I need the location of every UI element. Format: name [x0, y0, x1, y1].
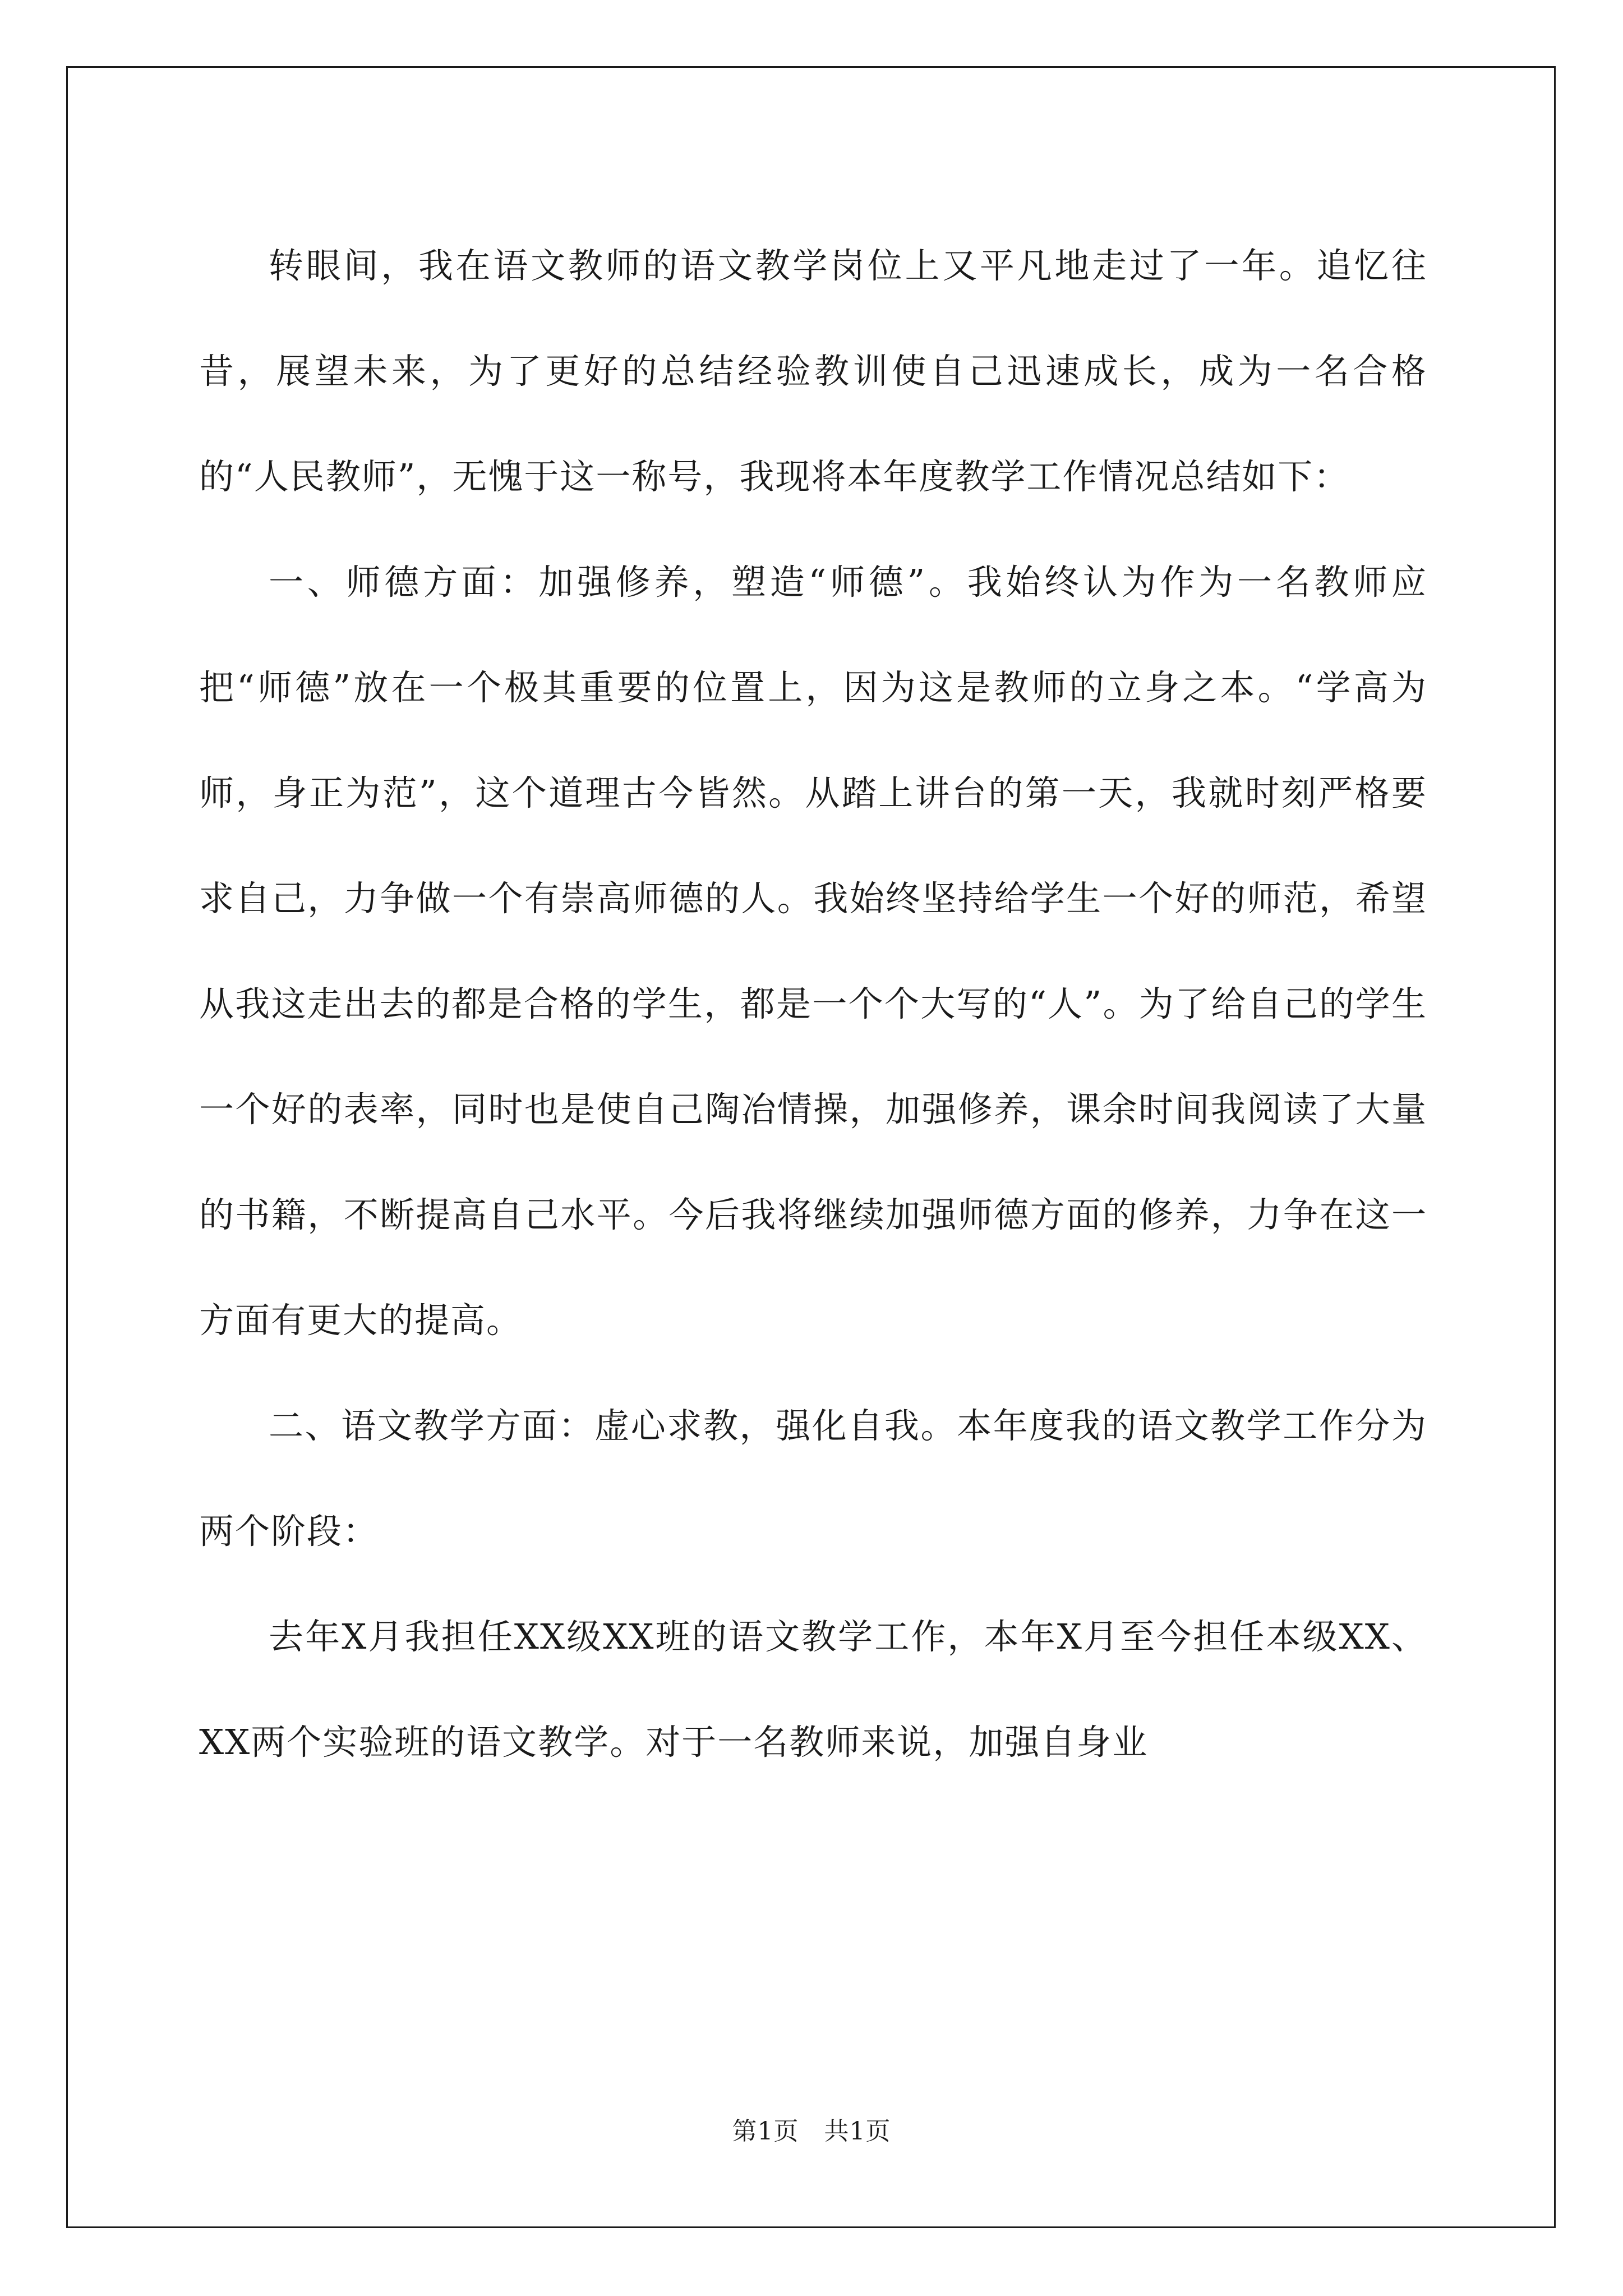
paragraph-assignment: 去年X月我担任XX级XX班的语文教学工作，本年X月至今担任本级XX、XX两个实验班的语文教学。对于一名教师来说，加强自身业	[199, 1616, 1427, 1763]
document-body	[199, 213, 1427, 1795]
page-number-footer: 第1页 共1页	[732, 2117, 891, 2146]
paragraph-ethics: 一、师德方面：加强修养，塑造“师德”。我始终认为作为一名教师应把“师德”放在一个极其重要的位置上，因为这是教师的立身之本。“学高为师，身正为范”，这个道理古今皆然。从踏上讲台的第一天，我就时刻严格要求自己，力争做一个有崇高师德的人。我始终坚持给学生一个好的师范，希望从我这走出去的都是合格的学生，都是一个个大写的“人”。为了给自己的学生一个好的表率，同时也是使自己陶冶情操，加强修养，课余时间我阅读了大量的书籍，不断提高自己水平。今后我将继续加强师德方面的修养，力争在这一方面有更大的提高。	[199, 562, 1427, 1341]
paragraph-teaching: 二、语文教学方面：虚心求教，强化自我。本年度我的语文教学工作分为两个阶段：	[199, 1405, 1427, 1552]
paragraph-intro: 转眼间，我在语文教师的语文教学岗位上又平凡地走过了一年。追忆往昔，展望未来，为了更好的总结经验教训使自己迅速成长，成为一名合格的“人民教师”，无愧于这一称号，我现将本年度教学工作情况总结如下：	[199, 245, 1427, 497]
